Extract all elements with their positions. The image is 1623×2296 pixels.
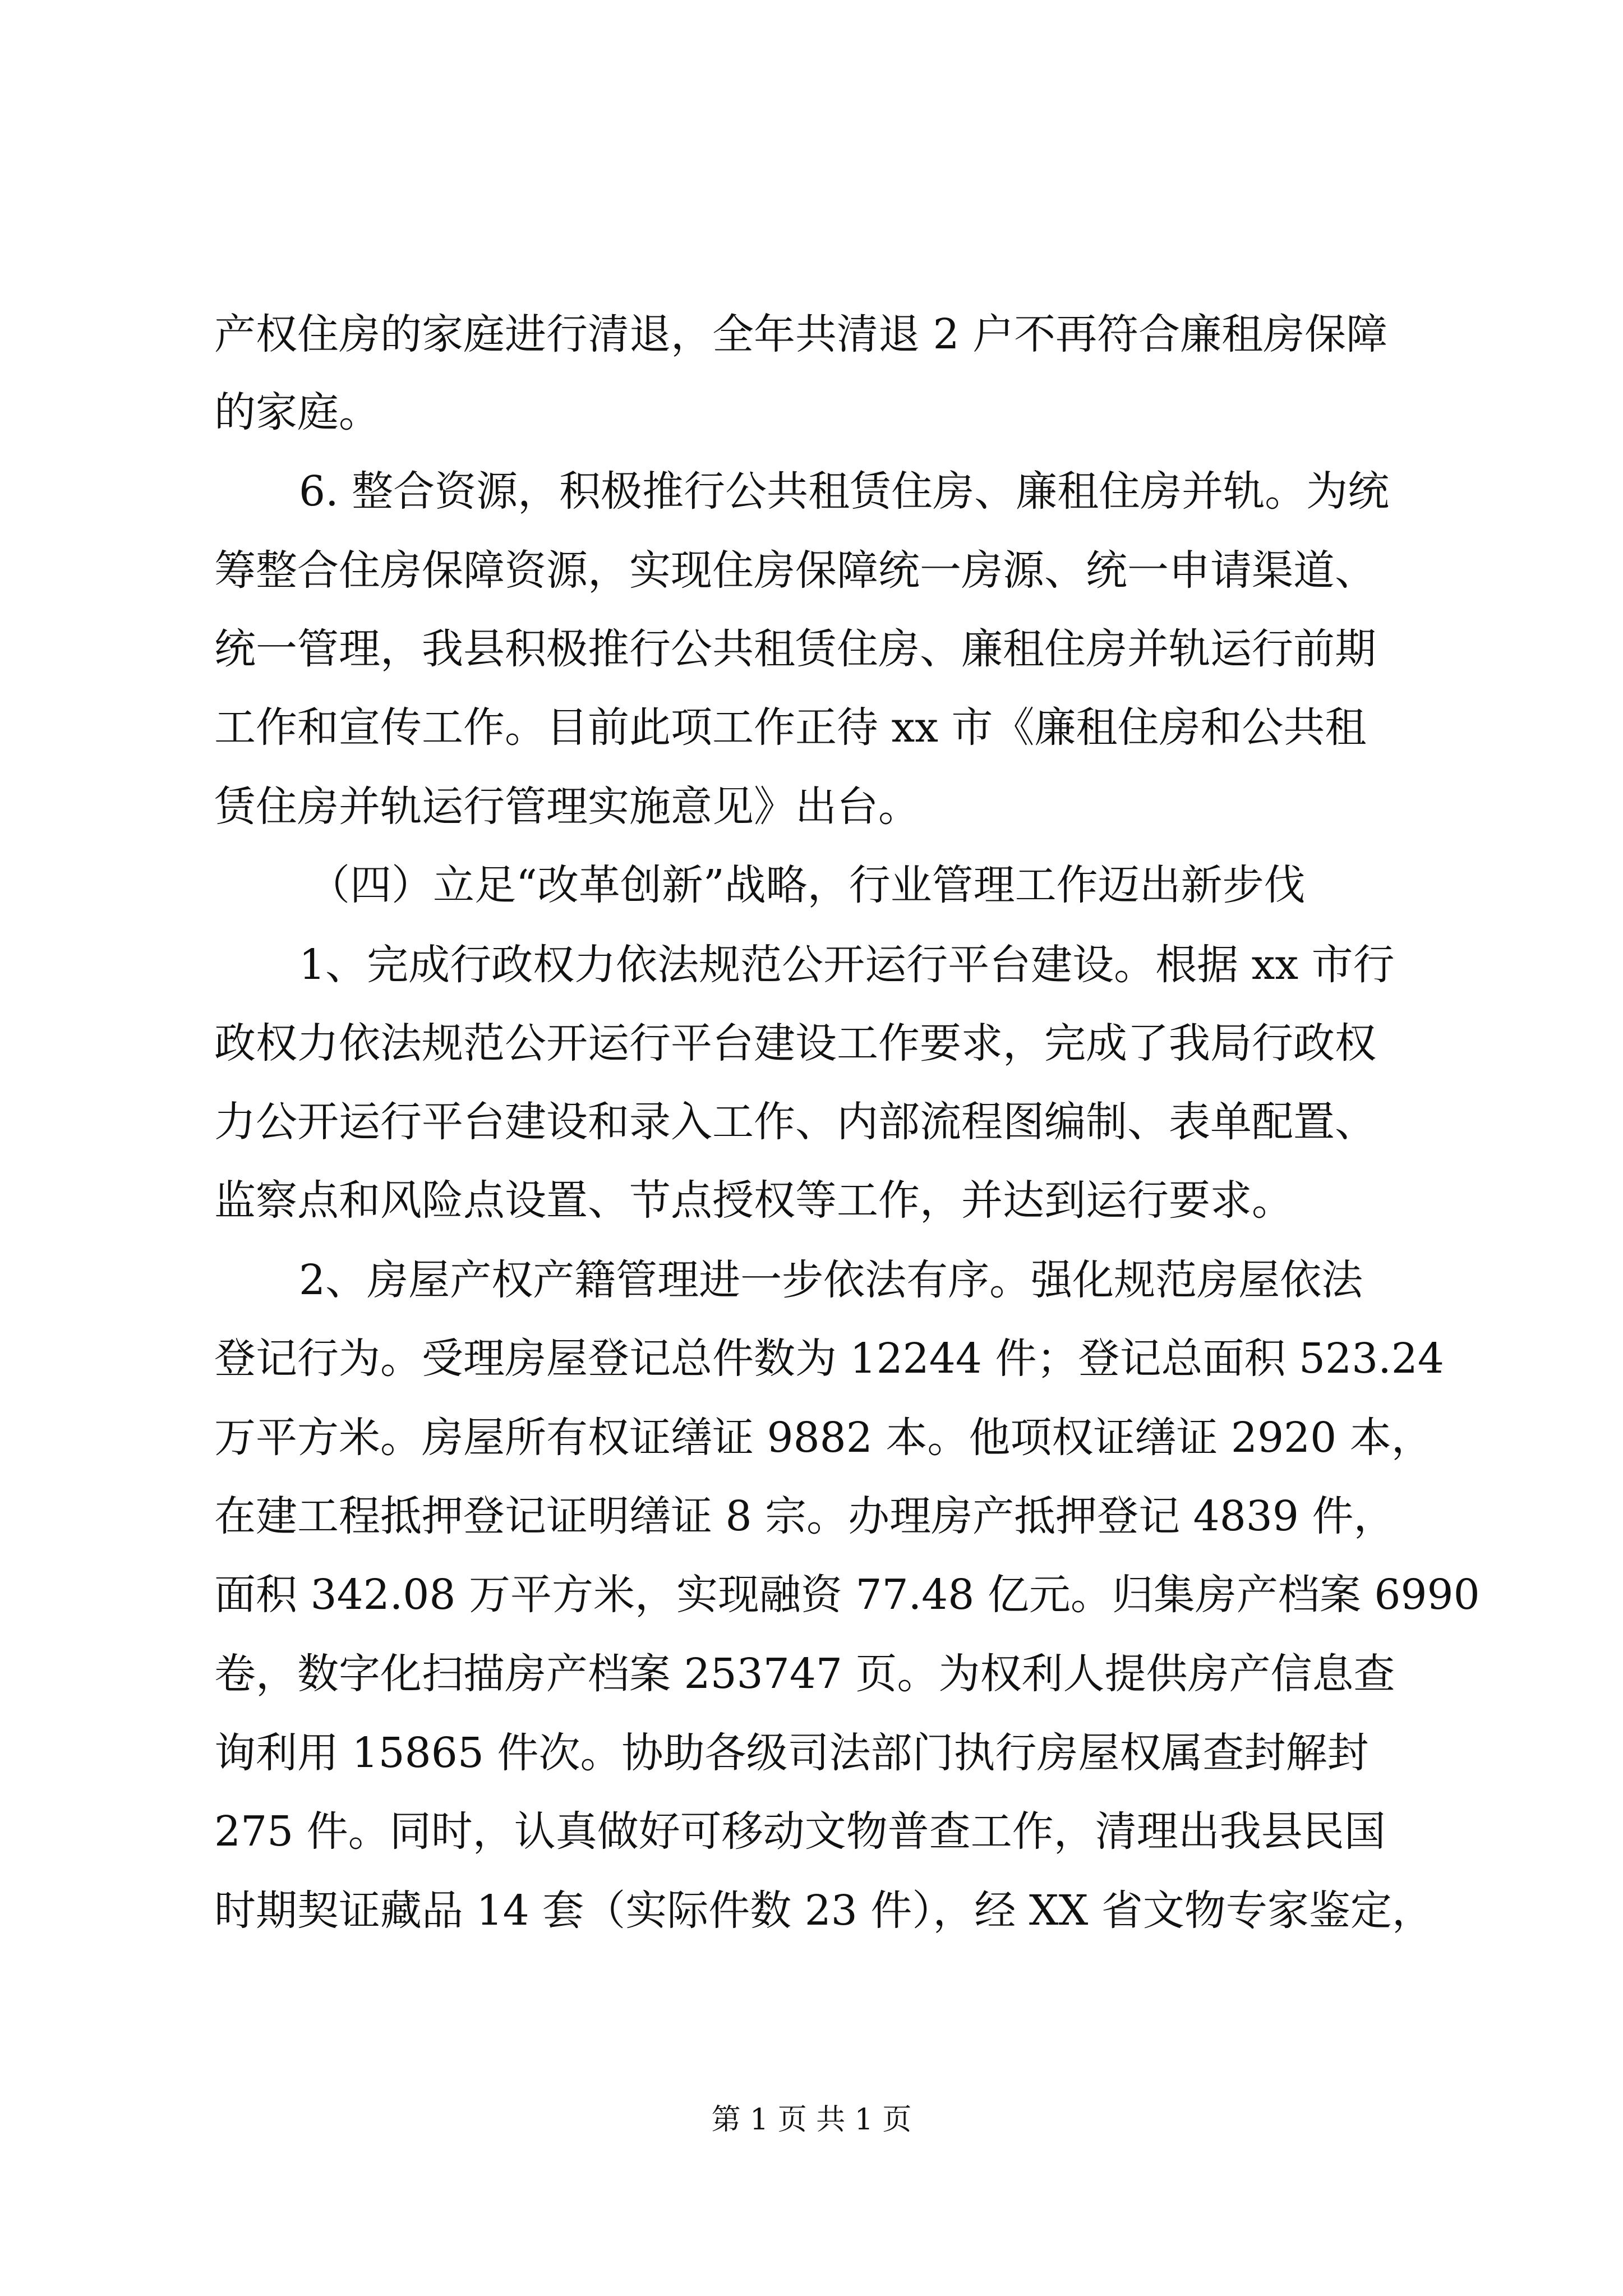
text-line: 赁住房并轨运行管理实施意见》出台。 [214, 783, 920, 831]
text-line: 面积 342.08 万平方米，实现融资 77.48 亿元。归集房产档案 6990 [214, 1571, 1480, 1619]
text-line: 询利用 15865 件次。协助各级司法部门执行房屋权属查封解封 [214, 1729, 1369, 1777]
text-line: 工作和宣传工作。目前此项工作正待 xx 市《廉租住房和公共租 [214, 703, 1367, 752]
text-line: 统一管理，我县积极推行公共租赁住房、廉租住房并轨运行前期 [214, 625, 1376, 673]
text-line: 卷，数字化扫描房产档案 253747 页。为权利人提供房产信息查 [214, 1650, 1395, 1698]
text-line: 登记行为。受理房屋登记总件数为 12244 件；登记总面积 523.24 [214, 1335, 1444, 1383]
text-line: 的家庭。 [214, 388, 380, 436]
section-heading: （四）立足“改革创新”战略，行业管理工作迈出新步伐 [308, 861, 1306, 909]
text-line: 万平方米。房屋所有权证缮证 9882 本。他项权证缮证 2920 本， [214, 1414, 1433, 1462]
text-line: 2、房屋产权产籍管理进一步依法有序。强化规范房屋依法 [299, 1256, 1363, 1304]
text-line: 1、完成行政权力依法规范公开运行平台建设。根据 xx 市行 [299, 941, 1395, 989]
text-line: 275 件。同时，认真做好可移动文物普查工作，清理出我县民国 [214, 1807, 1386, 1856]
text-line: 时期契证藏品 14 套（实际件数 23 件），经 XX 省文物专家鉴定， [214, 1887, 1433, 1935]
text-line: 筹整合住房保障资源，实现住房保障统一房源、统一申请渠道、 [214, 546, 1376, 595]
text-line: 产权住房的家庭进行清退，全年共清退 2 户不再符合廉租房保障 [214, 310, 1388, 358]
text-line: 监察点和风险点设置、节点授权等工作，并达到运行要求。 [214, 1176, 1293, 1225]
text-line: 在建工程抵押登记证明缮证 8 宗。办理房产抵押登记 4839 件， [214, 1492, 1395, 1540]
page-number-footer: 第 1 页 共 1 页 [711, 2103, 912, 2137]
text-line: 政权力依法规范公开运行平台建设工作要求，完成了我局行政权 [214, 1019, 1376, 1068]
text-line: 力公开运行平台建设和录入工作、内部流程图编制、表单配置、 [214, 1098, 1376, 1146]
text-line: 6. 整合资源，积极推行公共租赁住房、廉租住房并轨。为统 [299, 467, 1390, 516]
